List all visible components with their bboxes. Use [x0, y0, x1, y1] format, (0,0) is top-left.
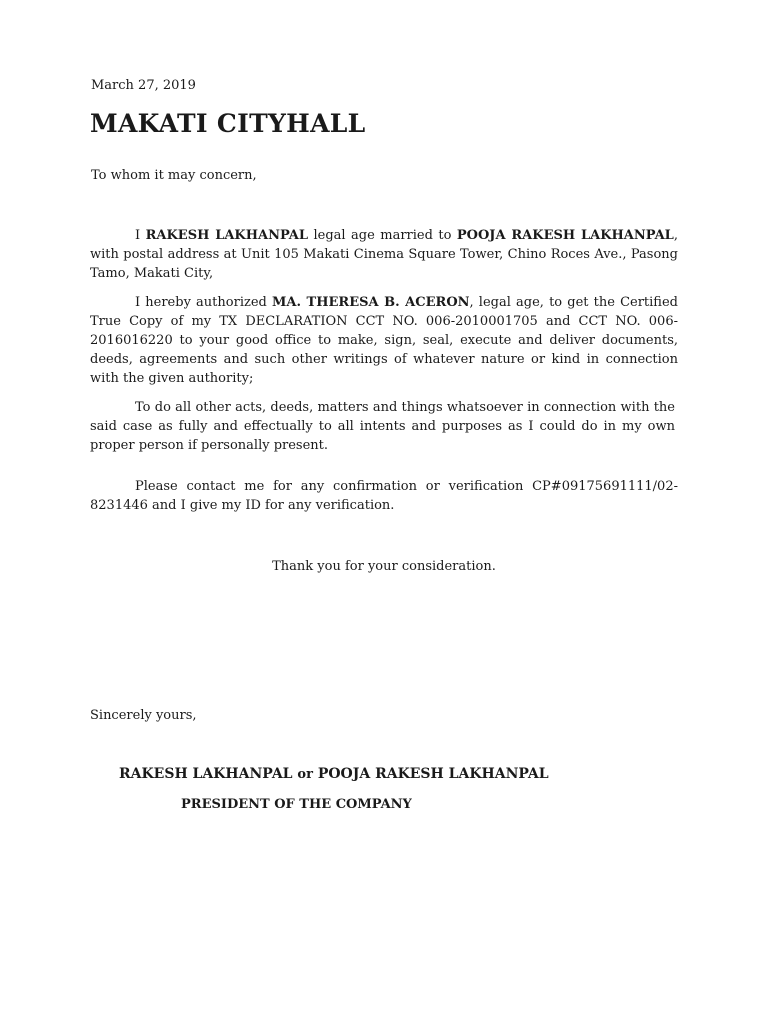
- authorization-pre: I hereby authorized: [135, 295, 267, 310]
- pronoun: I: [135, 228, 141, 243]
- signer-name-1: RAKESH LAKHANPAL: [119, 766, 293, 782]
- recipient-title: MAKATI CITYHALL: [90, 109, 366, 138]
- paragraph-acts: To do all other acts, deeds, matters and things whatsoever in connection with the said case as fully and effectually to all intents and purposes as I could do in my own proper person if personally present.: [90, 400, 675, 453]
- signer-name-2: POOJA RAKESH LAKHANPAL: [317, 766, 549, 782]
- greeting: To whom it may concern,: [91, 168, 257, 183]
- letter-date: March 27, 2019: [91, 78, 196, 93]
- signer-or: or: [297, 767, 313, 782]
- thank-you-line: Thank you for your consideration.: [272, 559, 496, 574]
- identity-mid: legal age married to: [313, 228, 452, 243]
- authorized-person: MA. THERESA B. ACERON: [272, 295, 470, 310]
- signer-position: PRESIDENT OF THE COMPANY: [181, 797, 412, 812]
- authorization-text: , legal age, to get the Certified True Copy of my TX DECLARATION CCT NO. 006-2010001705 and CCT NO. 006-2016016220 to your good office to make, sign, seal, execute and deliver documents, deeds, agreements and such other writings of whatever nature or kind in connection with the given authority;: [90, 295, 678, 386]
- spouse-name: POOJA RAKESH LAKHANPAL: [456, 228, 674, 243]
- paragraph-contact: Please contact me for any confirmation or verification CP#09175691111/02-8231446 and I give my ID for any verification.: [90, 479, 678, 513]
- paragraph-authorization: [90, 293, 678, 388]
- signer-line: [119, 766, 549, 782]
- paragraph-identity: [90, 226, 678, 283]
- address-text: , with postal address at Unit 105 Makati Cinema Square Tower, Chino Roces Ave., Pasong Tamo, Makati City,: [90, 228, 678, 281]
- closing: Sincerely yours,: [90, 708, 197, 723]
- principal-name: RAKESH LAKHANPAL: [145, 228, 309, 243]
